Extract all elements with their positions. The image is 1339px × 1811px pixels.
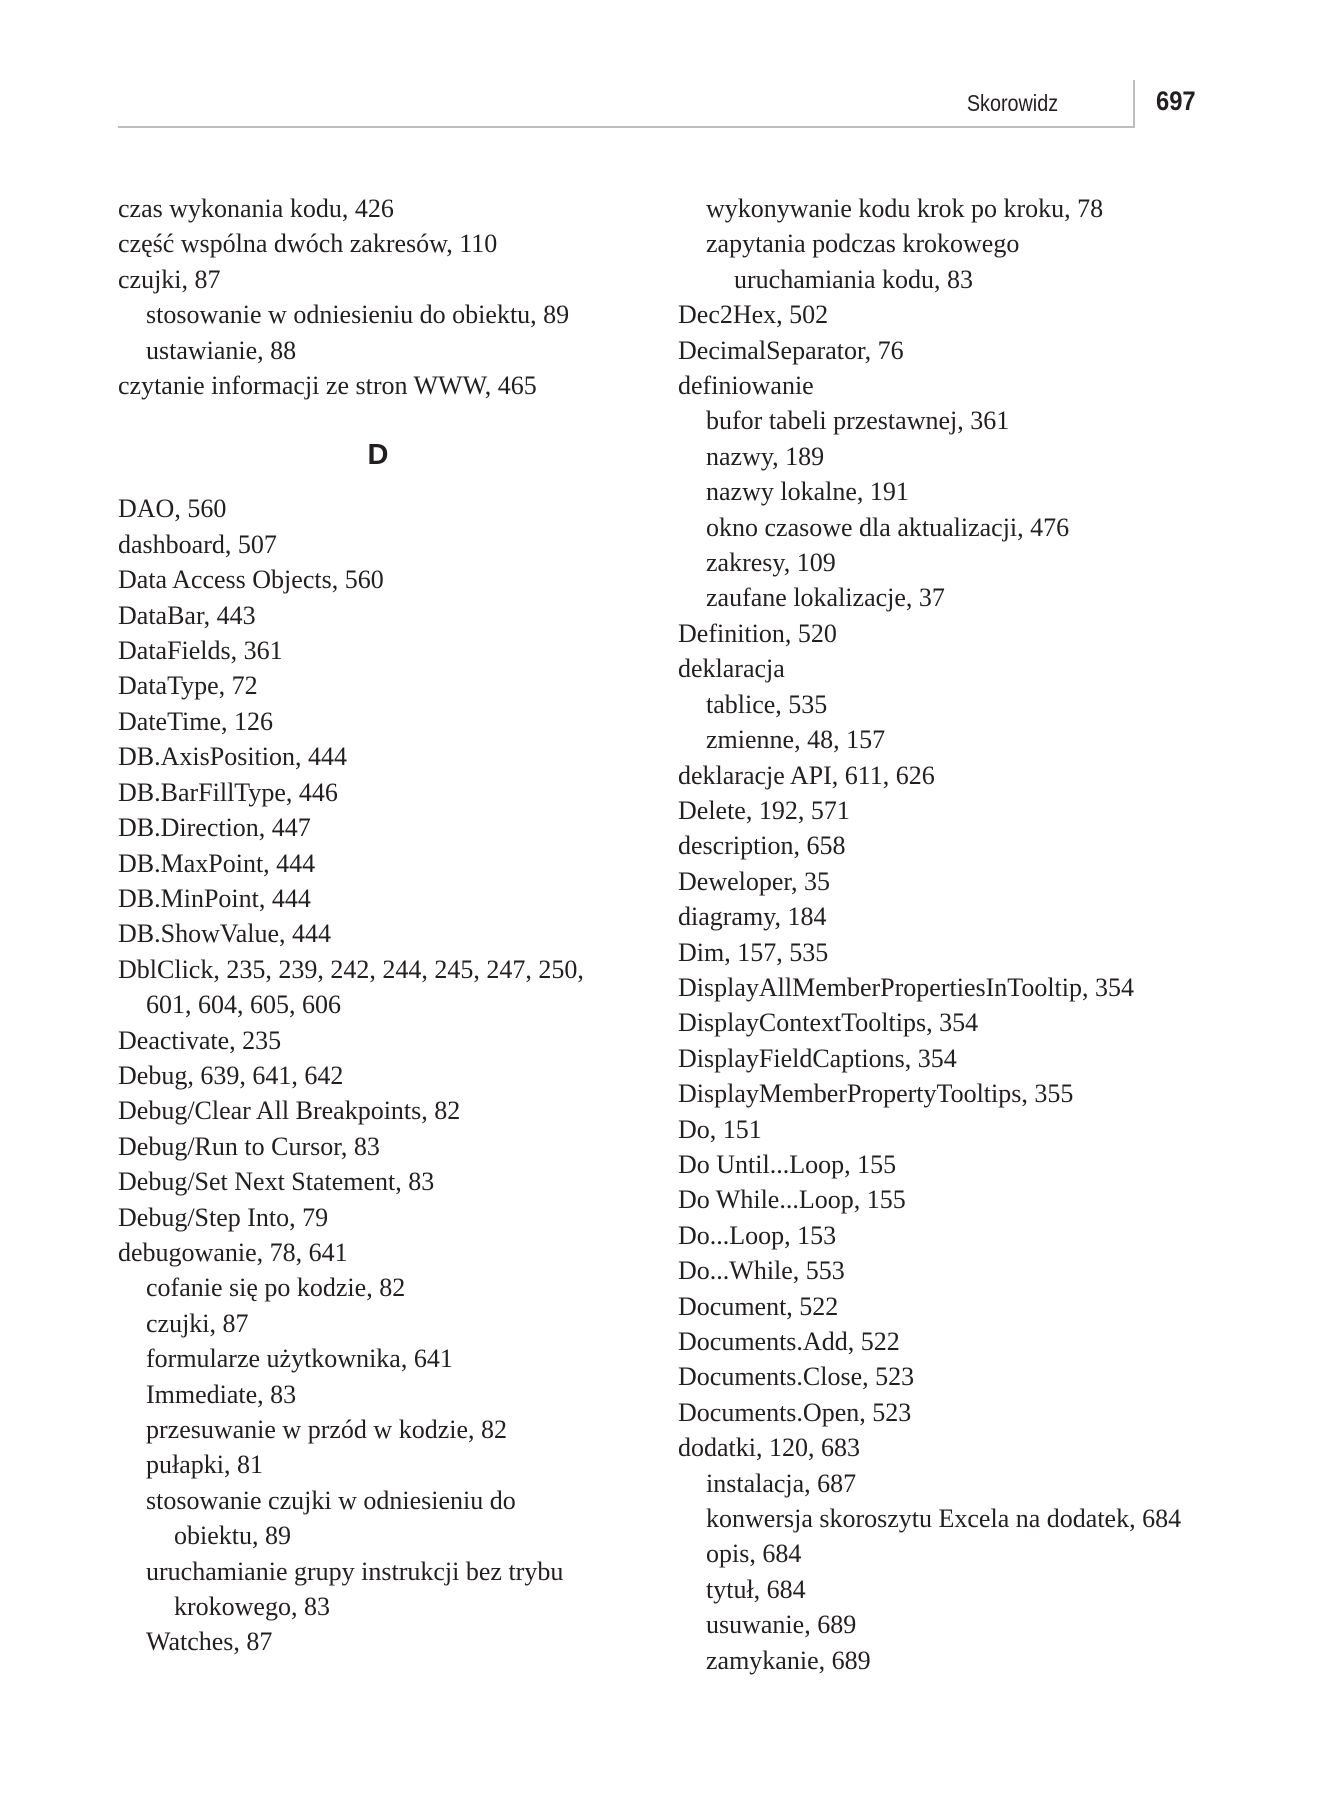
index-entry-text: zaufane lokalizacje, 37 [706, 583, 945, 613]
index-entry-text: Deweloper, 35 [678, 866, 831, 896]
index-subentry [678, 1536, 1238, 1571]
header-rule [118, 126, 1134, 128]
index-entry [118, 1200, 673, 1235]
index-entry-text: przesuwanie w przód w kodzie, 82 [146, 1415, 507, 1444]
index-entry-text: DB.BarFillType, 446 [118, 777, 338, 807]
index-entry [118, 262, 673, 297]
index-entry-text: debugowanie, 78, 641 [118, 1237, 348, 1267]
index-entry-text: nazwy, 189 [706, 441, 825, 471]
index-entry [118, 704, 673, 739]
index-entry-text: deklaracje API, 611, 626 [678, 760, 935, 790]
index-entry-text: czujki, 87 [118, 264, 221, 294]
index-entry [678, 1395, 1238, 1430]
index-entry [678, 1324, 1238, 1359]
index-entry [118, 1235, 673, 1270]
index-entry [678, 864, 1238, 899]
index-entry [118, 527, 673, 562]
index-entry-text: część wspólna dwóch zakresów, 110 [118, 229, 498, 259]
running-head: Skorowidz [966, 90, 1058, 116]
index-entry-text: DataFields, 361 [118, 636, 283, 666]
index-entry-text: DecimalSeparator, 76 [678, 335, 904, 365]
index-subentry [678, 439, 1238, 474]
index-entry [678, 970, 1238, 1005]
index-entry-text: Debug/Set Next Statement, 83 [118, 1167, 435, 1197]
index-entry-text: Do...Loop, 153 [678, 1220, 837, 1250]
index-entry [118, 226, 673, 261]
index-subentry [678, 722, 1238, 757]
index-entry [678, 368, 1238, 403]
index-entry [678, 899, 1238, 934]
page-number: 697 [1156, 86, 1196, 116]
index-entries-d [118, 491, 673, 1659]
index-entry [118, 775, 673, 810]
index-subentry [678, 580, 1238, 615]
page-header [118, 0, 1210, 128]
index-entry [678, 1253, 1238, 1288]
index-entry-text: Data Access Objects, 560 [118, 565, 384, 595]
index-entry-text: Dec2Hex, 502 [678, 300, 829, 330]
index-subentry [118, 297, 673, 332]
index-entry-text: czytanie informacji ze stron WWW, 465 [118, 371, 537, 401]
index-entry [678, 1289, 1238, 1324]
index-entry-text: Do...While, 553 [678, 1256, 845, 1286]
index-entry [678, 1430, 1238, 1465]
index-subentry [118, 1306, 673, 1341]
index-entry [678, 1041, 1238, 1076]
index-entry [678, 1359, 1238, 1394]
index-subentry [678, 191, 1238, 226]
index-entry-continuation: obiektu, 89 [174, 1521, 291, 1551]
index-entry-text: cofanie się po kodzie, 82 [146, 1273, 406, 1303]
index-entry-text: formularze użytkownika, 641 [146, 1344, 453, 1374]
index-entry-text: stosowanie czujki w odniesieniu do [146, 1485, 516, 1515]
index-entry-text: dodatki, 120, 683 [678, 1433, 860, 1463]
index-entry-text: Documents.Add, 522 [678, 1327, 900, 1356]
index-entry-text: Do While...Loop, 155 [678, 1185, 906, 1215]
index-subentry [678, 1501, 1238, 1536]
index-entry-text: Delete, 192, 571 [678, 795, 850, 825]
index-entry [678, 1182, 1238, 1217]
index-column-left [118, 191, 673, 1660]
index-entry-continuation: krokowego, 83 [174, 1592, 330, 1622]
index-entry-text: Dim, 157, 535 [678, 937, 829, 967]
index-entry-text: DB.MinPoint, 444 [118, 883, 311, 913]
index-entry-text: stosowanie w odniesieniu do obiektu, 89 [146, 300, 570, 330]
index-entry [118, 633, 673, 668]
index-entry [678, 1005, 1238, 1040]
index-subentry [118, 1412, 673, 1447]
index-entry-continuation: uruchamiania kodu, 83 [734, 264, 973, 294]
section-letter-d: D [367, 439, 389, 472]
index-subentry [678, 1607, 1238, 1642]
index-entry [118, 1164, 673, 1199]
index-entry-text: DB.AxisPosition, 444 [118, 742, 347, 772]
index-subentry [678, 226, 1238, 297]
index-entry [678, 651, 1238, 686]
index-column-right [678, 191, 1238, 1678]
index-entry-text: deklaracja [678, 654, 785, 684]
index-entry-text: DAO, 560 [118, 494, 227, 524]
index-entry [118, 846, 673, 881]
index-entry [118, 810, 673, 845]
index-subentry [118, 1624, 673, 1659]
index-subentry [118, 1483, 673, 1554]
index-entry [678, 616, 1238, 651]
index-entry-text: DB.Direction, 447 [118, 813, 311, 843]
index-entry-text: Immediate, 83 [146, 1379, 297, 1409]
index-entry-text: DB.ShowValue, 444 [118, 919, 332, 949]
index-entry [678, 793, 1238, 828]
index-entry-text: DisplayAllMemberPropertiesInTooltip, 354 [678, 972, 1135, 1002]
index-entry [678, 333, 1238, 368]
index-entry [118, 368, 673, 403]
index-entry-text: Debug/Run to Cursor, 83 [118, 1131, 380, 1161]
index-entry-text: Debug/Clear All Breakpoints, 82 [118, 1096, 461, 1126]
index-subentry [678, 510, 1238, 545]
index-entry-text: dashboard, 507 [118, 529, 277, 559]
index-entries-d-continued [678, 191, 1238, 1678]
index-entry-text: Watches, 87 [146, 1627, 273, 1657]
index-entry-text: zamykanie, 689 [706, 1645, 871, 1675]
index-entries-c-continued [118, 191, 673, 403]
index-entry-text: tablice, 535 [706, 689, 828, 719]
index-entry-text: Deactivate, 235 [118, 1025, 282, 1055]
index-entry-text: czas wykonania kodu, 426 [118, 194, 394, 223]
index-entry-text: opis, 684 [706, 1539, 802, 1569]
index-entry-text: Documents.Close, 523 [678, 1362, 915, 1392]
index-entry [118, 739, 673, 774]
index-entry-text: DblClick, 235, 239, 242, 244, 245, 247, 250, [118, 954, 584, 984]
index-entry-text: instalacja, 687 [706, 1468, 857, 1498]
index-entry-text: czujki, 87 [146, 1308, 249, 1338]
index-entry-text: Do Until...Loop, 155 [678, 1149, 897, 1179]
index-subentry [118, 1447, 673, 1482]
index-entry-text: DisplayMemberPropertyTooltips, 355 [678, 1079, 1074, 1109]
index-entry [118, 562, 673, 597]
index-entry [678, 1076, 1238, 1111]
index-entry [678, 1218, 1238, 1253]
index-entry-text: Debug/Step Into, 79 [118, 1202, 329, 1232]
index-subentry [678, 1643, 1238, 1678]
index-entry [118, 491, 673, 526]
index-subentry [678, 403, 1238, 438]
index-entry-text: Definition, 520 [678, 618, 837, 648]
index-entry [118, 881, 673, 916]
index-entry-text: bufor tabeli przestawnej, 361 [706, 406, 1010, 436]
index-subentry [118, 333, 673, 368]
index-entry-continuation: 601, 604, 605, 606 [146, 990, 341, 1020]
index-entry [118, 1023, 673, 1058]
index-entry [118, 1129, 673, 1164]
index-subentry [678, 474, 1238, 509]
index-entry [118, 191, 673, 226]
index-entry-text: nazwy lokalne, 191 [706, 477, 909, 507]
index-subentry [118, 1270, 673, 1305]
index-entry [118, 598, 673, 633]
index-entry-text: DataBar, 443 [118, 600, 256, 630]
index-entry-text: usuwanie, 689 [706, 1610, 857, 1640]
index-entry-text: description, 658 [678, 831, 846, 861]
index-entry-text: DisplayContextTooltips, 354 [678, 1008, 979, 1038]
index-entry [118, 916, 673, 951]
header-divider [1133, 80, 1135, 128]
index-entry-text: tytuł, 684 [706, 1574, 806, 1604]
index-subentry [118, 1554, 673, 1625]
index-subentry [678, 687, 1238, 722]
index-entry [678, 758, 1238, 793]
index-entry [678, 828, 1238, 863]
index-entry [118, 1093, 673, 1128]
index-subentry [118, 1341, 673, 1376]
index-subentry [118, 1377, 673, 1412]
index-entry-text: Document, 522 [678, 1291, 839, 1321]
index-entry [118, 1058, 673, 1093]
index-entry-text: Documents.Open, 523 [678, 1397, 912, 1427]
index-entry-text: zmienne, 48, 157 [706, 725, 886, 755]
index-subentry [678, 545, 1238, 580]
index-entry-text: DataType, 72 [118, 671, 258, 701]
index-entry [678, 297, 1238, 332]
index-entry-text: DB.MaxPoint, 444 [118, 848, 316, 878]
index-entry [678, 1112, 1238, 1147]
index-entry-text: okno czasowe dla aktualizacji, 476 [706, 512, 1070, 542]
index-entry [118, 668, 673, 703]
index-entry [678, 1147, 1238, 1182]
index-entry-text: DisplayFieldCaptions, 354 [678, 1043, 957, 1073]
index-entry-text: wykonywanie kodu krok po kroku, 78 [706, 194, 1104, 223]
index-entry-text: uruchamianie grupy instrukcji bez trybu [146, 1556, 564, 1586]
index-entry-text: zapytania podczas krokowego [706, 229, 1020, 259]
index-entry [118, 952, 673, 1023]
index-entry-text: ustawianie, 88 [146, 335, 297, 365]
index-entry-text: pułapki, 81 [146, 1450, 263, 1480]
index-entry-text: diagramy, 184 [678, 902, 827, 932]
index-entry-text: zakresy, 109 [706, 548, 836, 578]
index-entry-text: konwersja skoroszytu Excela na dodatek, 684 [706, 1504, 1182, 1534]
index-subentry [678, 1466, 1238, 1501]
index-entry [678, 935, 1238, 970]
index-entry-text: Debug, 639, 641, 642 [118, 1060, 344, 1090]
index-entry-text: definiowanie [678, 371, 814, 401]
index-entry-text: DateTime, 126 [118, 706, 274, 736]
index-subentry [678, 1572, 1238, 1607]
index-entry-text: Do, 151 [678, 1114, 762, 1144]
